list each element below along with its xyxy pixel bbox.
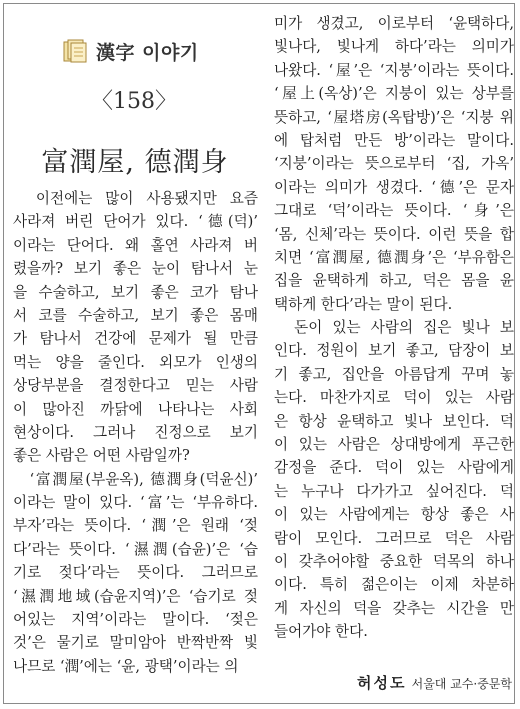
body-line: 미가 생겼고, 이로부터 ‘윤택하다,: [274, 15, 514, 32]
body-line: 은 항상 윤택하고 빛나 보인다. 덕: [274, 412, 514, 430]
body-line: 상당부분을 결정한다고 믿는 사람: [13, 377, 258, 395]
body-line: 서 코를 수술하고, 보기 좋은 몸매: [13, 306, 258, 324]
body-line: 먹는 양을 줄인다. 외모가 인생의: [13, 353, 258, 371]
body-line: 이라는 단어다. 왜 홀연 사라져 버: [13, 236, 258, 254]
body-line: 돈이 있는 사람의 집은 빛나 보: [274, 319, 514, 337]
author-affiliation: 서울대 교수·중문학: [411, 677, 512, 691]
body-line: 이전에는 많이 사용됐지만 요즘: [13, 190, 258, 207]
headline: 富潤屋, 德潤身: [41, 147, 229, 178]
body-line: 가 탐나서 건강에 문제가 될 만큼: [13, 330, 258, 348]
episode-number: 〈158〉: [91, 89, 177, 114]
body-line: 람이 모인다. 그러므로 덕은 사람: [274, 529, 514, 547]
body-line: ‘富潤屋(부윤옥), 德潤身(덕윤신)’: [13, 470, 258, 488]
body-line: 현상이다. 그러나 진정으로 보기: [13, 423, 258, 441]
body-line: 기 좋고, 집안을 아름답게 꾸며 놓: [274, 365, 514, 383]
body-line: 는 누구나 다가가고 싶어진다. 덕: [274, 482, 514, 500]
body-line: ‘지붕’이라는 뜻으로부터 ‘집, 가옥’: [274, 155, 514, 173]
body-line: 택하게 한다’라는 말이 된다.: [274, 295, 453, 313]
body-line: 다’라는 뜻이다. ‘濕潤(습윤)’은 ‘습: [13, 540, 258, 558]
body-line: 빛나다, 빛나게 하다’라는 의미가: [274, 38, 514, 56]
body-line: 부자’라는 뜻이다. ‘潤’은 원래 ‘젖: [13, 517, 258, 535]
body-line: 는다. 마찬가지로 덕이 있는 사람: [274, 389, 514, 407]
body-line: 이 많아진 까닭에 나타나는 사회: [13, 400, 258, 418]
body-line: ‘몸, 신체’라는 뜻이다. 이런 뜻을 합: [274, 225, 514, 243]
article-frame: [3, 3, 515, 704]
body-line: 게 자신의 덕을 갖추는 시간을 만: [274, 599, 514, 617]
body-line: 기로 젖다’라는 뜻이다. 그러므로: [13, 564, 258, 582]
body-line: 감정을 준다. 덕이 있는 사람에게: [274, 459, 514, 477]
body-line: 그대로 ‘덕’이라는 뜻이다. ‘身’은: [274, 202, 514, 220]
body-line: 집을 윤택하게 하고, 덕은 몸을 윤: [274, 272, 514, 290]
body-line: 어있는 지역’이라는 말이다. ‘젖은: [13, 611, 258, 629]
body-line: ‘屋上(옥상)’은 지붕이 있는 상부를: [274, 85, 514, 103]
body-line: 들어가야 한다.: [274, 623, 368, 641]
body-line: 좋은 사람은 어떤 사람일까?: [13, 447, 190, 465]
body-line: 이라는 의미가 생겼다. ‘德’은 문자: [274, 178, 514, 196]
body-line: 인다. 정원이 보기 좋고, 담장이 보: [274, 342, 514, 360]
body-line: 이라는 말이 있다. ‘富’는 ‘부유하다.: [13, 494, 258, 512]
body-line: 나므로 ‘潤’에는 ‘윤, 광택’이라는 의: [13, 657, 239, 675]
body-line: 것’은 물기로 말미암아 반짝반짝 빛: [13, 634, 258, 652]
body-line: 에 탑처럼 만든 방’이라는 말이다.: [274, 131, 514, 149]
column-brand: [62, 37, 199, 65]
body-line: 이 있는 사람에게는 항상 좋은 사: [274, 506, 514, 524]
author-name: 허성도: [357, 674, 407, 692]
book-icon: [62, 38, 88, 64]
body-line: ‘濕潤地域(습윤지역)’은 ‘습기로 젖: [13, 587, 258, 605]
byline: [314, 672, 512, 693]
body-line: 이 있는 사람은 상대방에게 푸근한: [274, 436, 514, 454]
body-line: 을 수술하고, 보기 좋은 코가 탐나: [13, 283, 258, 301]
body-left-column: [13, 187, 258, 678]
body-line: 이다. 특히 젊은이는 이제 차분하: [274, 576, 514, 594]
body-line: 사라져 버린 단어가 있다. ‘德(덕)’: [13, 213, 258, 231]
body-line: 치면 ‘富潤屋, 德潤身’은 ‘부유함은: [274, 248, 514, 266]
body-line: 렸을까? 보기 좋은 눈이 탐나서 눈: [13, 260, 258, 278]
column-name: 漢字 이야기: [96, 41, 199, 64]
body-right-column: [274, 12, 514, 644]
body-line: 이 갖추어야할 중요한 덕목의 하나: [274, 552, 514, 570]
body-line: 나왔다. ‘屋’은 ‘지붕’이라는 뜻이다.: [274, 61, 514, 79]
body-line: 뜻하고, ‘屋塔房(옥탑방)’은 ‘지붕 위: [274, 108, 514, 126]
